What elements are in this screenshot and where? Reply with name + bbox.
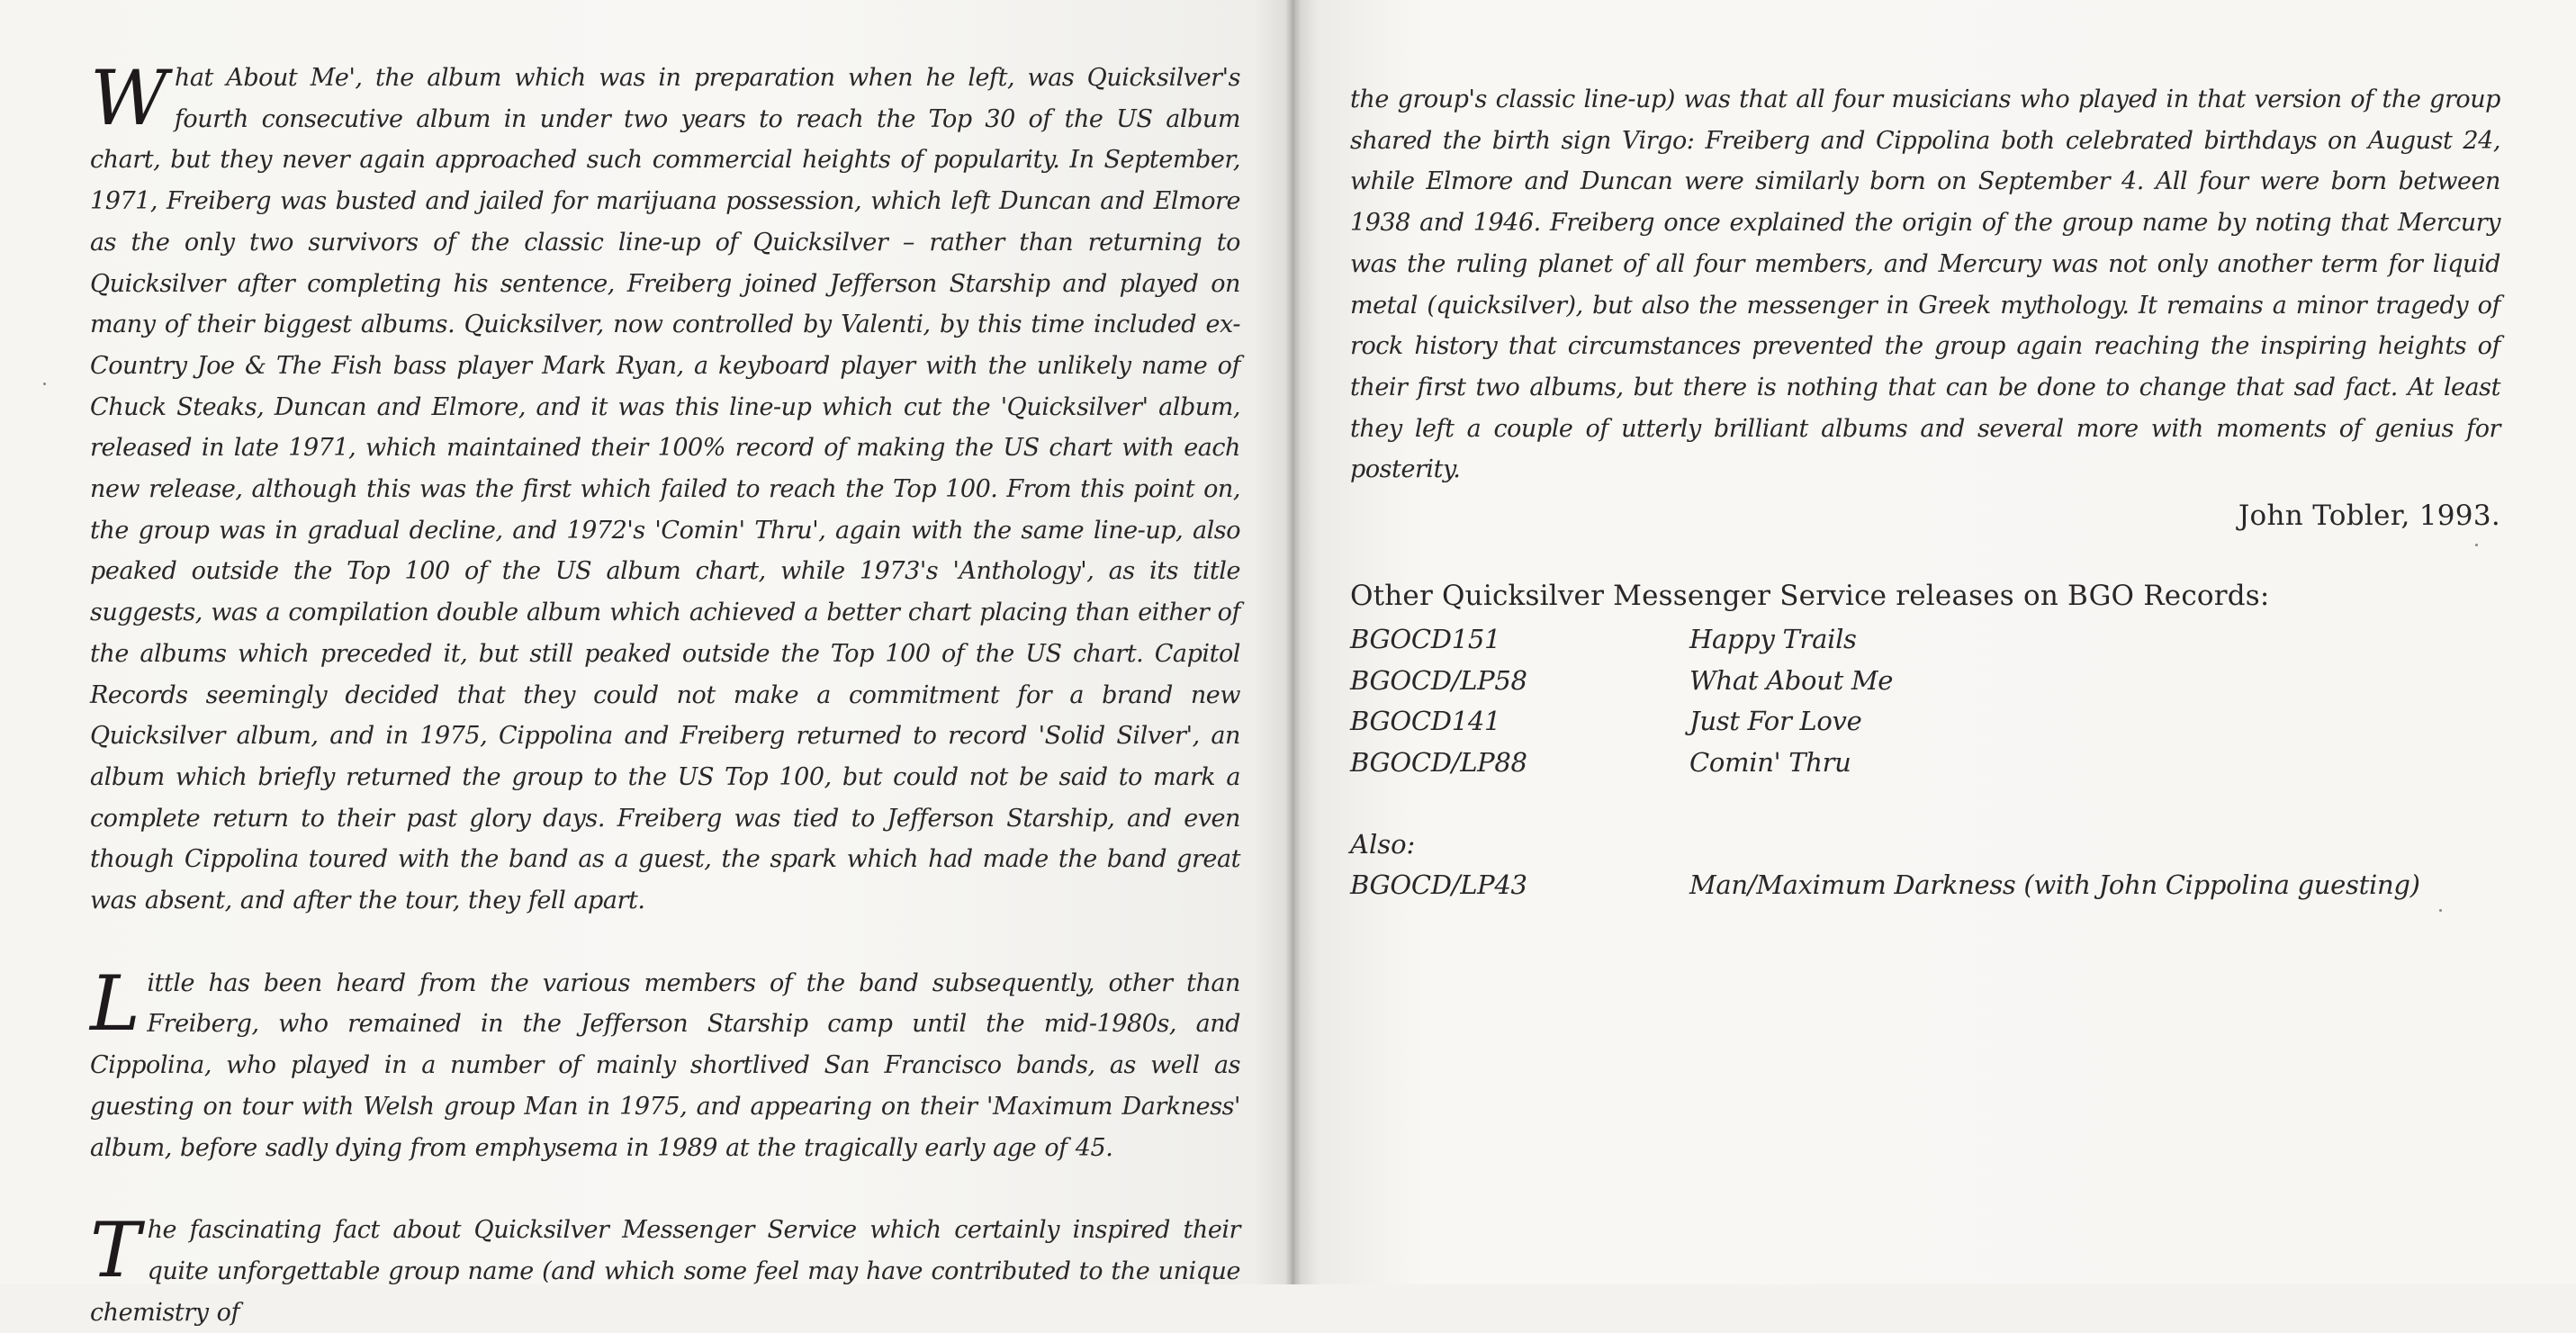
- drop-cap: W: [90, 54, 167, 142]
- author-signature: John Tobler, 1993.: [2238, 500, 2500, 533]
- also-label: Also:: [1350, 829, 1416, 860]
- release-title: What About Me: [1689, 664, 1894, 696]
- paragraph-what-about-me: [90, 54, 1240, 922]
- right-page-text: [1350, 79, 2500, 532]
- release-row: [1350, 743, 2500, 784]
- releases-heading: Other Quicksilver Messenger Service releases on BGO Records:: [1350, 580, 2270, 612]
- release-row: [1350, 619, 2500, 661]
- booklet-spine: [1285, 0, 1302, 1284]
- release-code: BGOCD/LP88: [1350, 746, 1527, 778]
- release-title: Man/Maximum Darkness (with John Cippolina guesting): [1689, 869, 2420, 900]
- left-page-text: [90, 54, 1240, 1333]
- paper-speck: [2439, 909, 2442, 912]
- paragraph-little-heard: [90, 959, 1240, 1169]
- paragraph-text: hat About Me', the album which was in preparation when he left, was Quicksilver's fourth consecutive album in under two years to reach the Top 30 of the US album chart, but they never again approached such commercial heights of popularity. In September, 1971, Freiberg was busted and jailed for marijuana possession, which left Duncan and Elmore as the only two survivors of the classic line-up of Quicksilver – rather than returning to Quicksilver after completing his sentence, Freiberg joined Jefferson Starship and played on many of their biggest albums. Quicksilver, now controlled by Valenti, by this time included ex-Country Joe & The Fish bass player Mark Ryan, a keyboard player with the unlikely name of Chuck Steaks, Duncan and Elmore, and it was this line-up which cut the 'Quicksilver' album, released in late 1971, which maintained their 100% record of making the US chart with each new release, although this was the first which failed to reach the Top 100. From this point on, the group was in gradual decline, and 1972's 'Comin' Thru', again with the same line-up, also peaked outside the Top 100 of the US album chart, while 1973's 'Anthology', as its title suggests, was a compilation double album which achieved a better chart placing than either of the albums which preceded it, but still peaked outside the Top 100 of the US chart. Capitol Records seemingly decided that they could not make a commitment for a brand new Quicksilver album, and in 1975, Cippolina and Freiberg returned to record 'Solid Silver', an album which briefly returned the group to the US Top 100, but could not be said to mark a complete return to their past glory days. Freiberg was tied to Jefferson Starship, and even though Cippolina toured with the band as a guest, the spark which had made the band great was absent, and after the tour, they fell apart.: [90, 64, 1240, 915]
- paper-speck: [43, 383, 46, 385]
- paragraph-fascinating-fact: [90, 1206, 1240, 1333]
- paragraph-continuation: the group's classic line-up) was that all four musicians who played in that version of the group shared the birth sign Virgo: Freiberg and Cippolina both celebrated birthdays on August 24, while Elmore and Duncan were similarly born on September 4. All four were born between 1938 and 1946. Freiberg once explained the origin of the group name by noting that Mercury was the ruling planet of all four members, and Mercury was not only another term for liquid metal (quicksilver), but also the messenger in Greek mythology. It remains a minor tragedy of rock history that circumstances prevented the group again reaching the inspiring heights of their first two albums, but there is nothing that can be done to change that sad fact. At least they left a couple of utterly brilliant albums and several more with moments of genius for posterity.: [1350, 86, 2500, 484]
- release-title: Comin' Thru: [1689, 746, 1851, 778]
- release-row: [1350, 701, 2500, 743]
- release-code: BGOCD/LP43: [1350, 869, 1527, 900]
- release-code: BGOCD141: [1350, 706, 1501, 736]
- paper-speck: [2475, 544, 2478, 546]
- drop-cap: L: [90, 959, 140, 1048]
- release-title: Just For Love: [1689, 706, 1862, 736]
- release-row: [1350, 661, 2500, 702]
- release-code: BGOCD/LP58: [1350, 664, 1527, 696]
- release-row-also: [1350, 865, 2500, 906]
- release-code: BGOCD151: [1350, 624, 1501, 654]
- paragraph-text: he fascinating fact about Quicksilver Messenger Service which certainly inspired their quite unforgettable group name (and which some feel may have contributed to the unique chemistry of: [90, 1216, 1240, 1327]
- releases-list: [1350, 580, 2500, 906]
- release-title: Happy Trails: [1689, 624, 1857, 654]
- drop-cap: T: [90, 1206, 140, 1295]
- paragraph-text: ittle has been heard from the various members of the band subsequently, other than Freiberg, who remained in the Jefferson Starship camp until the mid-1980s, and Cippolina, who played in a number of mainly shortlived San Francisco bands, as well as guesting on tour with Welsh group Man in 1975, and appearing on their 'Maximum Darkness' album, before sadly dying from emphysema in 1989 at the tragically early age of 45.: [90, 968, 1240, 1162]
